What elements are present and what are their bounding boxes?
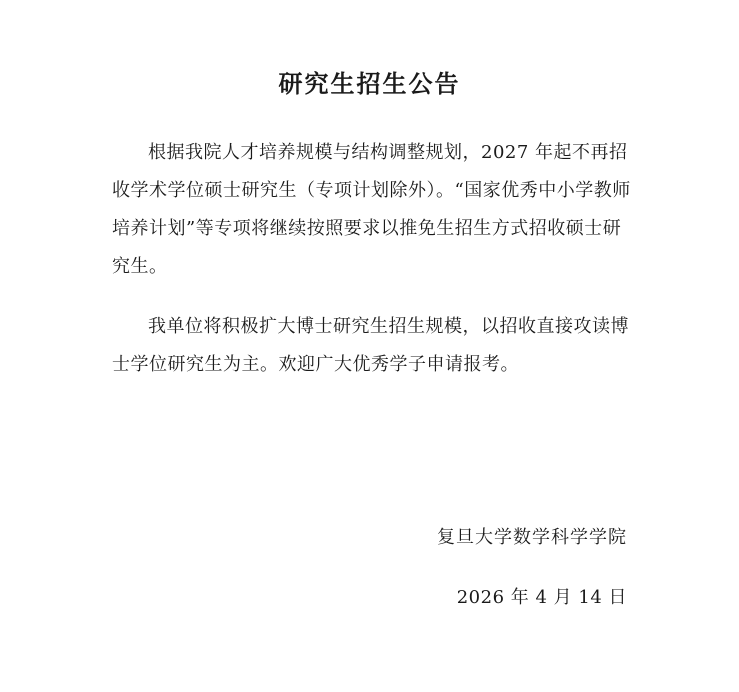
signature-organization: 复旦大学数学科学学院: [437, 527, 627, 548]
notice-paragraph-1: 根据我院人才培养规模与结构调整规划，2027 年起不再招收学术学位硕士研究生（专项计划除外）。“国家优秀中小学教师培养计划”等专项将继续按照要求以推免生招生方式招收硕士研究生。: [112, 142, 631, 277]
notice-paragraph-2: 我单位将积极扩大博士研究生招生规模，以招收直接攻读博士学位研究生为主。欢迎广大优秀学子申请报考。: [112, 316, 629, 375]
notice-title: 研究生招生公告: [278, 70, 461, 98]
signature-date: 2026 年 4 月 14 日: [456, 587, 627, 608]
